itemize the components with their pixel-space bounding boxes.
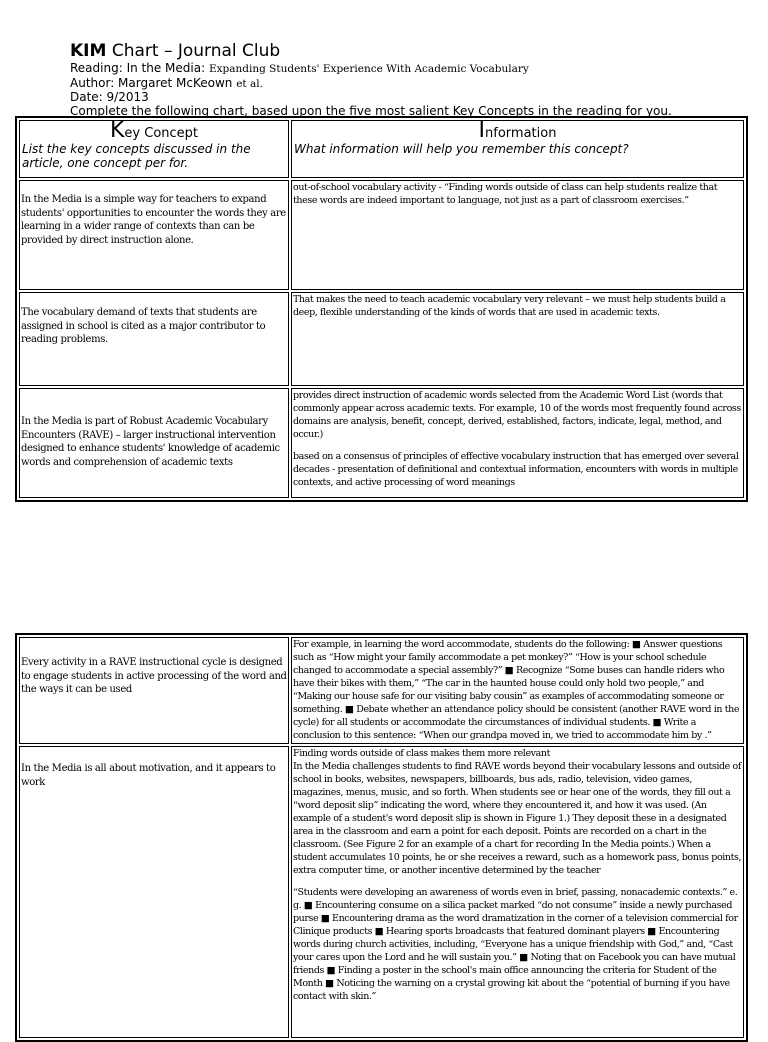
table-row — [19, 746, 744, 1038]
concept-cell — [19, 180, 289, 290]
information-header — [291, 120, 744, 178]
table-row — [19, 180, 744, 290]
key-concept-instructions: List the key concepts discussed in the article, one concept per for. — [22, 142, 251, 170]
information-text: For example, in learning the word accommodate, students do the following: ■ Answer questions such as “How might your family accommodate a pet monkey?” “How is your school schedule changed to accommodate a special assembly?” ■ Recognize “Some buses can handle riders who have their bikes with them,” “The car in the haunted house could only hold two people,” and “Making our house safe for our visiting baby cousin” as examples of accommodating someone or something. ■ Debate whether an attendance policy should be consistent (another RAVE word in the cycle) for all students or accommodate the circumstances of individual students. ■ Write a conclusion to this sentence: “When our grandpa moved in, we tried to accommodate him by .” — [293, 639, 740, 741]
information-cell — [291, 292, 744, 386]
kim-table-bottom — [15, 633, 748, 1042]
concept-text: In the Media is part of Robust Academic Vocabulary Encounters (RAVE) – larger instructional intervention designed to enhance students' knowledge of academic words and comprehension of academic texts — [21, 416, 280, 468]
title-bold: KIM — [70, 41, 107, 61]
concept-text: The vocabulary demand of texts that students are assigned in school is cited as a major contributor to reading problems. — [21, 307, 266, 345]
i-letter: I — [478, 120, 486, 143]
information-cell — [291, 388, 744, 498]
reading-title: Expanding Students' Experience With Academic Vocabulary — [208, 63, 529, 75]
information-text: based on a consensus of principles of effective vocabulary instruction that has emerged over several decades - presentation of definitional and contextual information, encounters with words in multiple contexts, and active processing of word meanings — [293, 451, 739, 488]
information-text: That makes the need to teach academic vocabulary very relevant – we must help students build a deep, flexible understanding of the kinds of words that are used in academic texts. — [293, 294, 726, 318]
concept-cell — [19, 637, 289, 744]
concept-cell — [19, 292, 289, 386]
instructions: Complete the following chart, based upon the five most salient Key Concepts in the reading for you. — [70, 103, 672, 118]
information-cell — [291, 746, 744, 1038]
key-concept-header — [19, 120, 289, 178]
author-line — [70, 77, 750, 92]
date-line: Date: 9/2013 — [70, 90, 149, 104]
concept-text: In the Media is a simple way for teachers to expand students' opportunities to encounter the words they are learning in a wider range of contexts than can be provided by direct instruction alone. — [21, 194, 286, 246]
author-suffix: et al. — [236, 77, 263, 90]
information-text: provides direct instruction of academic words selected from the Academic Word List (words that commonly appear across academic texts. For example, 10 of the words most frequently found across domains are analysis, benefit, concept, derived, established, factors, indicate, legal, method, and occur.) — [293, 390, 741, 440]
concept-text: Every activity in a RAVE instructional cycle is designed to engage students in active processing of the word and the ways it can be used — [21, 657, 287, 695]
title-rest: Chart – Journal Club — [106, 41, 281, 61]
table-row — [19, 292, 744, 386]
information-text: “Students were developing an awareness of words even in brief, passing, nonacademic contexts.” e. g. ■ Encountering consume on a silica packet marked “do not consume” inside a newly purchased purse ■ Encountering drama as the word dramatization in the corner of a television commercial for Clinique products ■ Hearing sports broadcasts that featured dominant players ■ Encountering words during church activities, including, “Everyone has a unique friendship with God,” and, “Cast your cares upon the Lord and he will sustain you.” ■ Noting that on Facebook you can have mutual friends ■ Finding a poster in the school's main office announcing the criteria for Student of the Month ■ Noticing the warning on a crystal growing kit about the “potential of burning if you have contact with skin.” — [293, 887, 738, 1002]
table-row — [19, 637, 744, 744]
information-cell — [291, 180, 744, 290]
information-heading: nformation — [485, 126, 557, 141]
information-instructions: What information will help you remember this concept? — [294, 142, 629, 156]
document-header — [70, 40, 750, 118]
information-cell — [291, 637, 744, 744]
table-row — [19, 388, 744, 498]
information-text: out-of-school vocabulary activity - “Finding words outside of class can help students realize that these words are indeed important to language, not just as a part of classroom exercises.” — [293, 182, 718, 206]
information-text: Finding words outside of class makes them more relevant — [293, 748, 551, 759]
author-label: Author: Margaret McKeown — [70, 75, 237, 90]
concept-cell — [19, 746, 289, 1038]
concept-cell — [19, 388, 289, 498]
key-concept-heading: ey Concept — [124, 126, 199, 141]
page-title — [70, 40, 750, 62]
reading-line — [70, 62, 750, 77]
reading-label: Reading: In the Media: — [70, 61, 209, 75]
information-text: In the Media challenges students to find RAVE words beyond their vocabulary lessons and outside of school in books, websites, newspapers, billboards, bus ads, radio, television, video games, magazines, menus, music, and so forth. When students see or hear one of the words, they fill out a “word deposit slip” indicating the word, where they encountered it, and how it was used. (An example of a student's word deposit slip is shown in Figure 1.) They deposit these in a designated area in the classroom and earn a point for each deposit. Points are recorded on a chart in the classroom. (See Figure 2 for an example of a chart for recording In the Media points.) When a student accumulates 10 points, he or she receives a reward, such as a homework pass, bonus points, extra computer time, or another incentive determined by the teacher — [293, 761, 742, 876]
k-letter: K — [109, 120, 125, 143]
kim-table-top — [15, 116, 748, 502]
concept-text: In the Media is all about motivation, and it appears to work — [21, 763, 276, 788]
table-header-row — [19, 120, 744, 178]
